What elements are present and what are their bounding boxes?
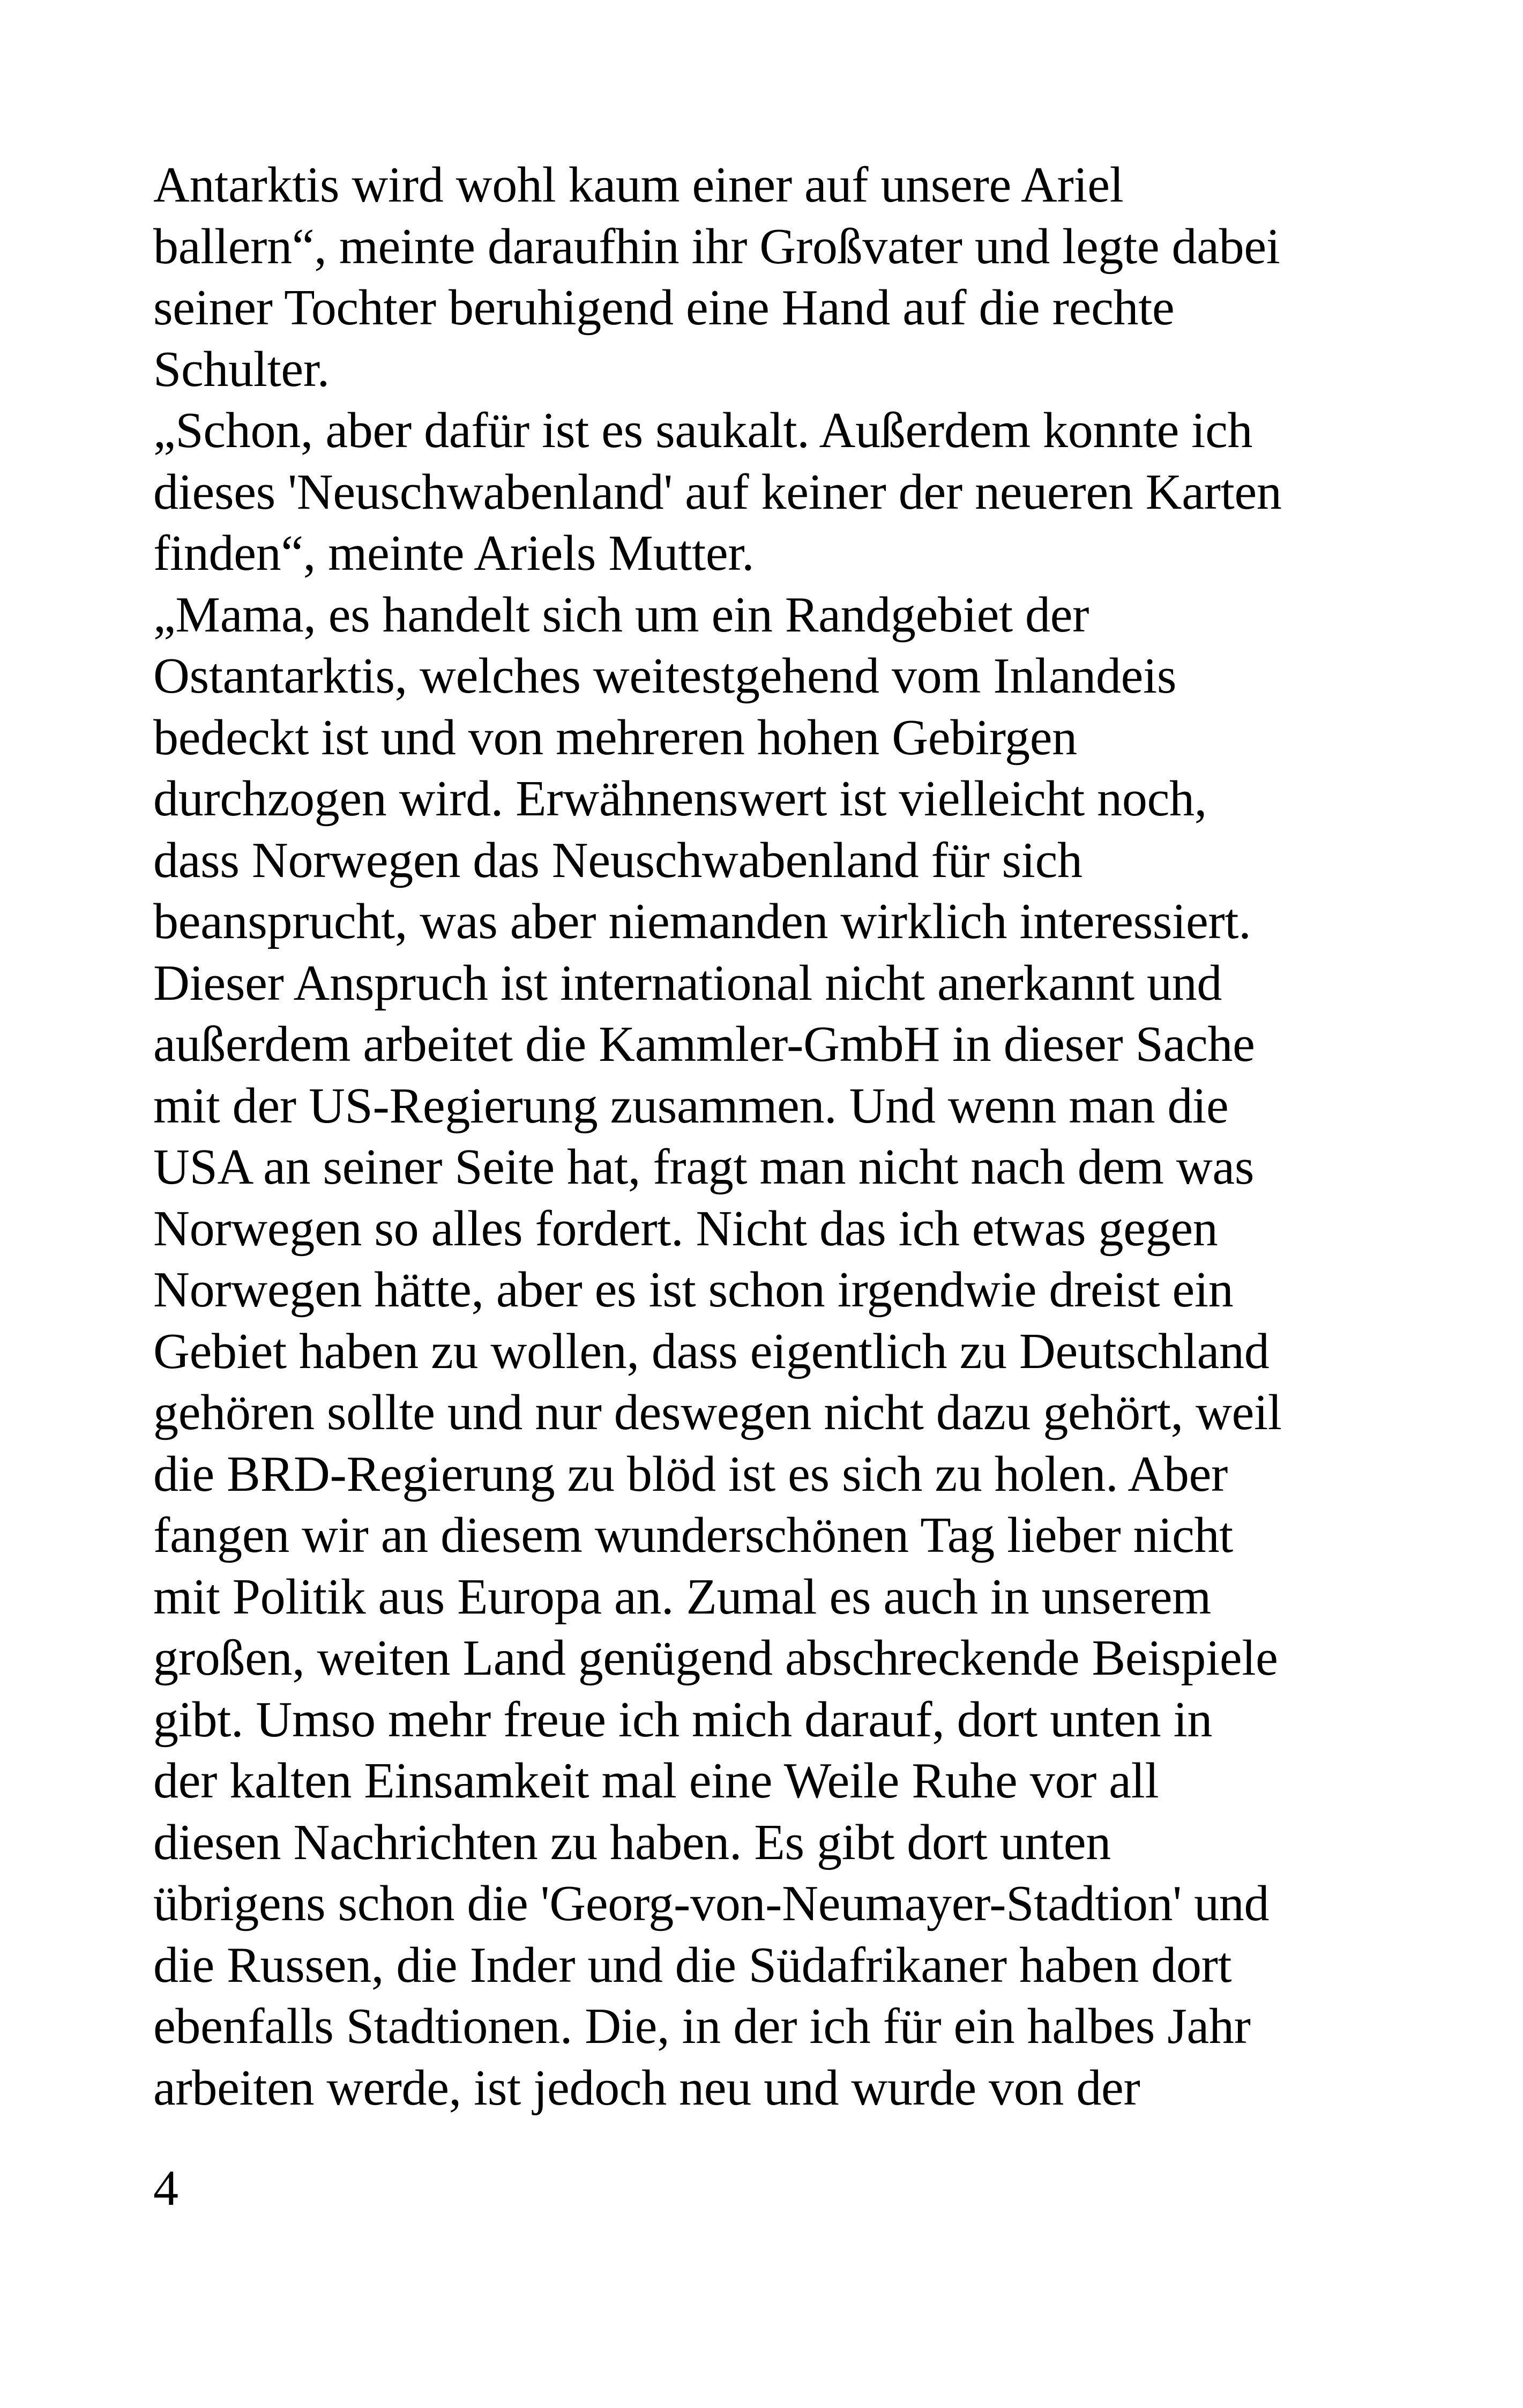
text-line: mit Politik aus Europa an. Zumal es auch in unserem [153, 1569, 1211, 1625]
text-line: finden“, meinte Ariels Mutter. [153, 525, 755, 581]
text-line: außerdem arbeitet die Kammler-GmbH in dieser Sache [153, 1016, 1255, 1072]
text-line: arbeiten werde, ist jedoch neu und wurde von der [153, 2060, 1140, 2116]
text-line: dieses 'Neuschwabenland' auf keiner der neueren Karten [153, 464, 1282, 520]
text-line: bedeckt ist und von mehreren hohen Gebirgen [153, 709, 1077, 765]
text-line: Gebiet haben zu wollen, dass eigentlich zu Deutschland [153, 1323, 1270, 1379]
page-number: 4 [153, 2160, 178, 2216]
text-line: die BRD-Regierung zu blöd ist es sich zu holen. Aber [153, 1446, 1228, 1502]
text-line: dass Norwegen das Neuschwabenland für sich [153, 832, 1082, 888]
text-line: seiner Tochter beruhigend eine Hand auf die rechte [153, 280, 1175, 336]
text-line: ballern“, meinte daraufhin ihr Großvater und legte dabei [153, 218, 1280, 274]
text-line: durchzogen wird. Erwähnenswert ist vielleicht noch, [153, 771, 1207, 827]
text-line: ebenfalls Stadtionen. Die, in der ich für ein halbes Jahr [153, 1998, 1251, 2054]
text-line: mit der US-Regierung zusammen. Und wenn man die [153, 1077, 1229, 1134]
text-line: beansprucht, was aber niemanden wirklich interessiert. [153, 894, 1251, 949]
text-line: diesen Nachrichten zu haben. Es gibt dort unten [153, 1814, 1111, 1870]
text-line: gehören sollte und nur deswegen nicht dazu gehört, weil [153, 1385, 1282, 1440]
text-line: übrigens schon die 'Georg-von-Neumayer-Stadtion' und [153, 1876, 1270, 1931]
text-line: Norwegen so alles fordert. Nicht das ich etwas gegen [153, 1200, 1218, 1257]
body-text [153, 154, 1386, 2119]
text-line: gibt. Umso mehr freue ich mich darauf, dort unten in [153, 1691, 1213, 1748]
text-line: Norwegen hätte, aber es ist schon irgendwie dreist ein [153, 1262, 1234, 1318]
text-line: USA an seiner Seite hat, fragt man nicht nach dem was [153, 1139, 1255, 1195]
text-line: Schulter. [153, 341, 330, 397]
text-line: fangen wir an diesem wunderschönen Tag lieber nicht [153, 1507, 1233, 1563]
text-line: großen, weiten Land genügend abschreckende Beispiele [153, 1630, 1278, 1686]
text-line: Ostantarktis, welches weitestgehend vom Inlandeis [153, 648, 1177, 704]
text-line: „Schon, aber dafür ist es saukalt. Außerdem konnte ich [153, 403, 1253, 458]
text-line: Antarktis wird wohl kaum einer auf unsere Ariel [153, 157, 1124, 213]
text-line: Dieser Anspruch ist international nicht anerkannt und [153, 955, 1222, 1011]
text-line: die Russen, die Inder und die Südafrikaner haben dort [153, 1937, 1232, 1993]
text-line: „Mama, es handelt sich um ein Randgebiet der [153, 586, 1089, 643]
text-line: der kalten Einsamkeit mal eine Weile Ruhe vor all [153, 1753, 1159, 1809]
